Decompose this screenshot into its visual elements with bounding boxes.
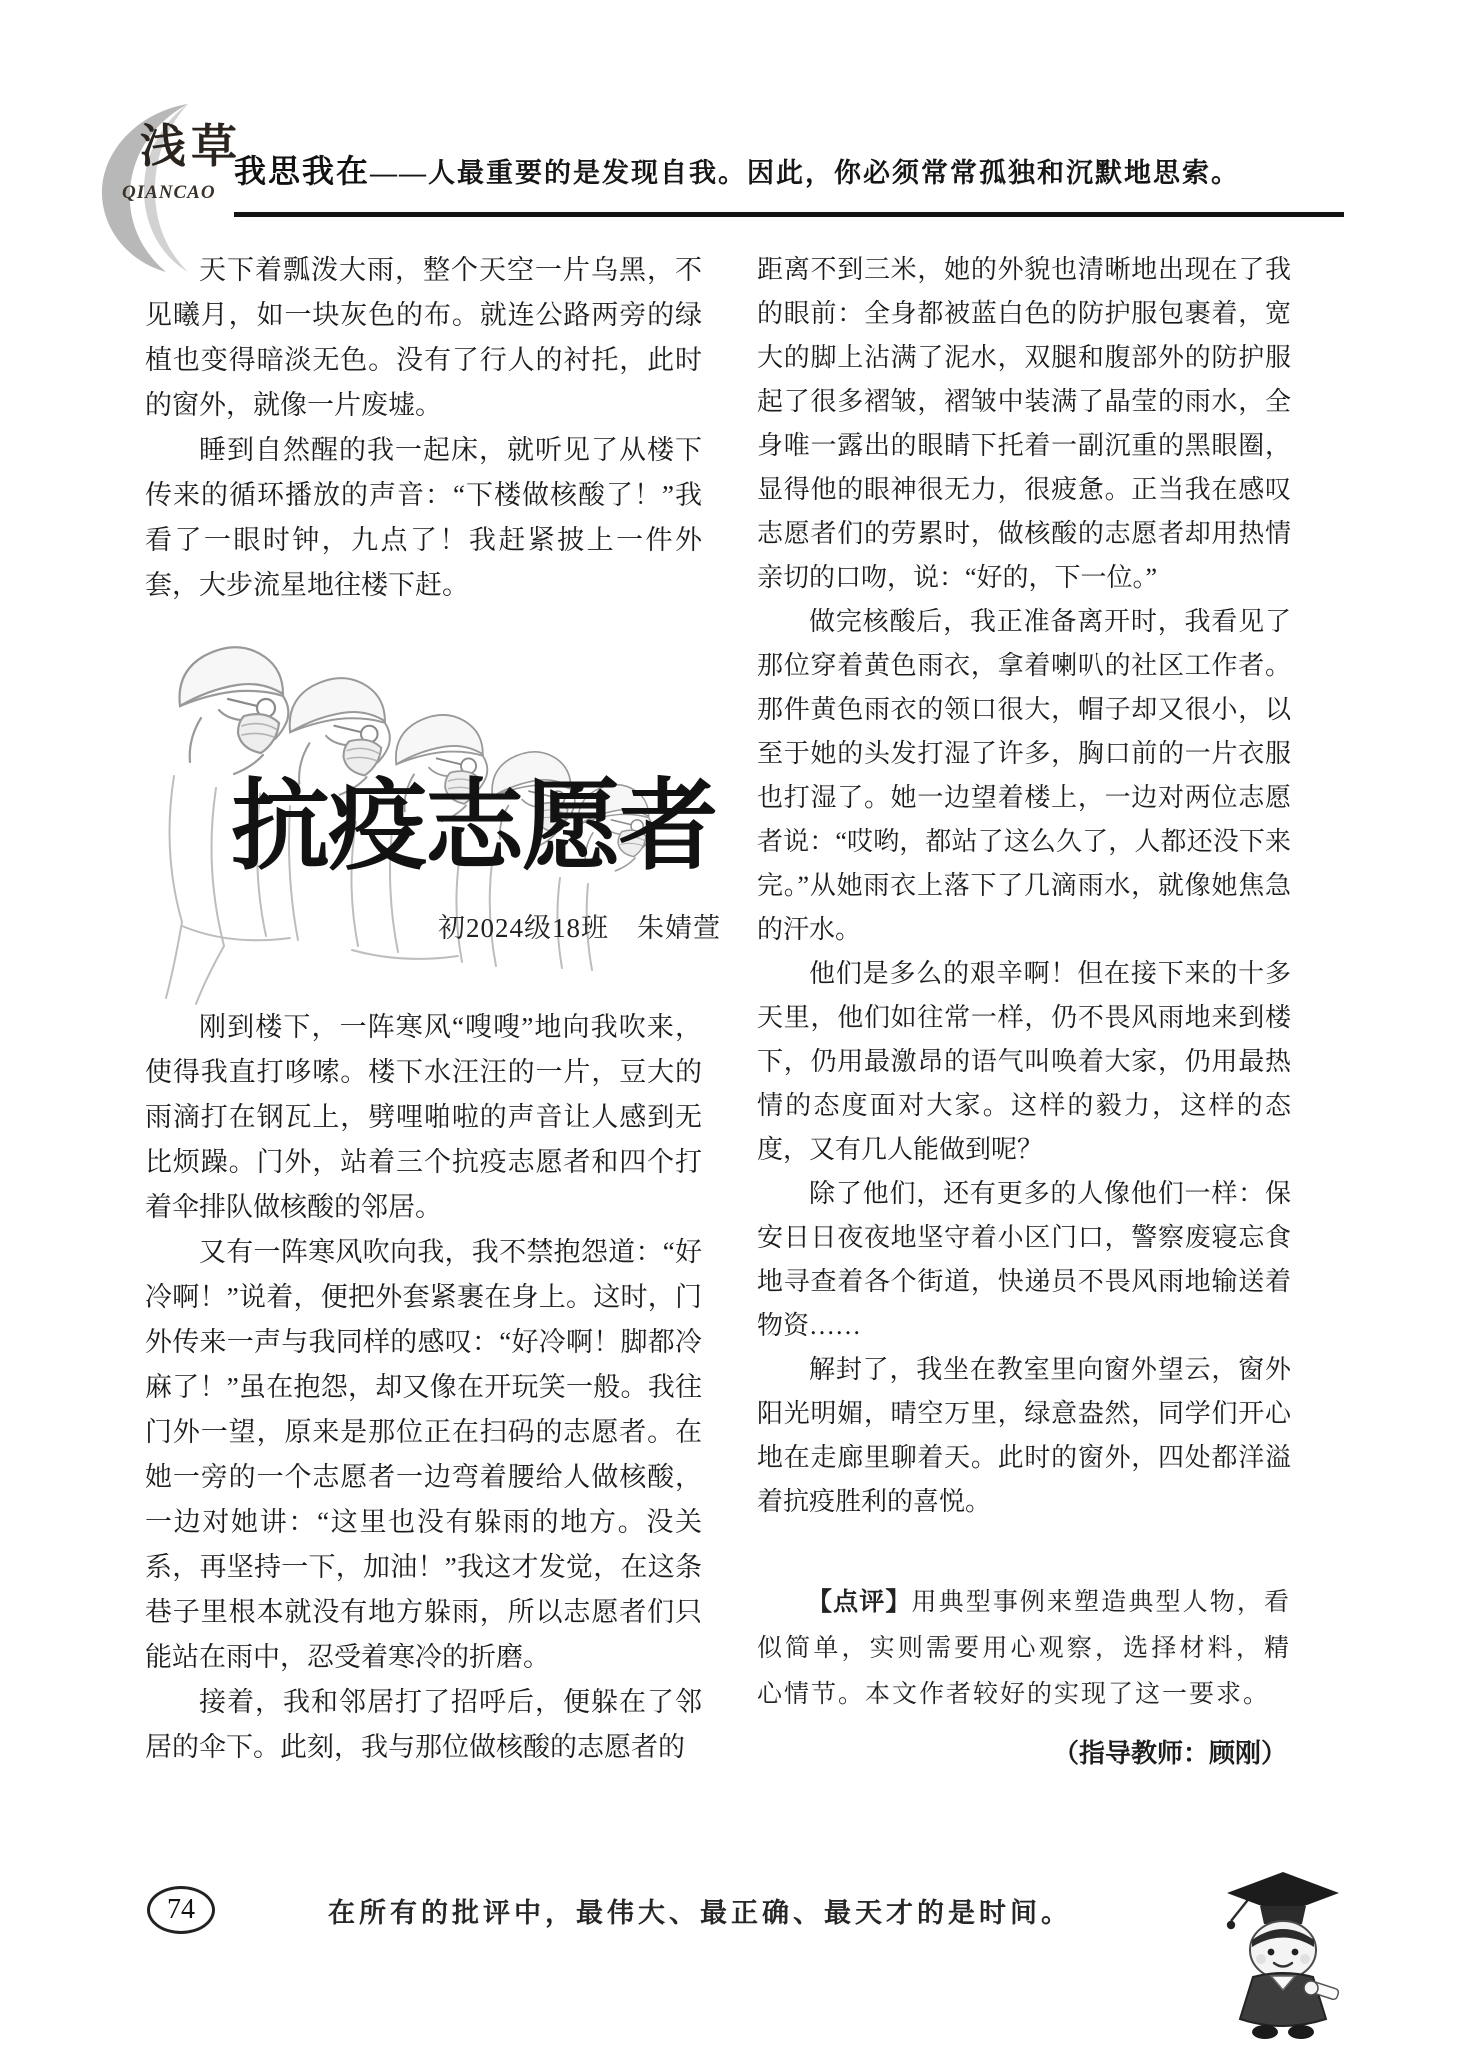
article-byline xyxy=(205,906,721,945)
paragraph: 做完核酸后，我正准备离开时，我看见了那位穿着黄色雨衣，拿着喇叭的社区工作者。那件黄色雨衣的领口很大，帽子却又很小，以至于她的头发打湿了许多，胸口前的一片衣服也打湿了。她一边望着楼上，一边对两位志愿者说：“哎哟，都站了这么久了，人都还没下来完。”从她雨衣上落下了几滴雨水，就像她焦急的汗水。 xyxy=(757,607,1291,944)
paragraph: 解封了，我坐在教室里向窗外望云，窗外阳光明媚，晴空万里，绿意盎然，同学们开心地在走廊里聊着天。此时的窗外，四处都洋溢着抗疫胜利的喜悦。 xyxy=(757,1355,1291,1516)
page-number-badge: 74 xyxy=(147,1886,215,1934)
paragraph: 天下着瓢泼大雨，整个天空一片乌黑，不见曦月，如一块灰色的布。就连公路两旁的绿植也变得暗淡无色。没有了行人的衬托，此时的窗外，就像一片废墟。 xyxy=(145,255,702,420)
logo-cn-text: 浅草 xyxy=(140,120,242,172)
comment-block xyxy=(757,1580,1291,1776)
paragraph: 刚到楼下，一阵寒风“嗖嗖”地向我吹来，使得我直打哆嗦。楼下水汪汪的一片，豆大的雨滴打在钢瓦上，劈哩啪啦的声音让人感到无比烦躁。门外，站着三个抗疫志愿者和四个打着伞排队做核酸的邻居。 xyxy=(145,1012,702,1222)
article-title: 抗疫志愿者 xyxy=(231,770,716,881)
paragraph: 接着，我和邻居打了招呼后，便躲在了邻居的伞下。此刻，我与那位做核酸的志愿者的 xyxy=(145,1687,702,1762)
footer-motto: 在所有的批评中，最伟大、最正确、最天才的是时间。 xyxy=(328,1898,1072,1928)
paragraph: 距离不到三米，她的外貌也清晰地出现在了我的眼前：全身都被蓝白色的防护服包裹着，宽大的脚上沾满了泥水，双腿和腹部外的防护服起了很多褶皱，褶皱中装满了晶莹的雨水，全身唯一露出的眼睛下托着一副沉重的黑眼圈，显得他的眼神很无力，很疲惫。正当我在感叹志愿者们的劳累时，做核酸的志愿者却用热情亲切的口吻，说：“好的，下一位。” xyxy=(757,255,1291,592)
graduate-mascot-icon xyxy=(1205,1866,1357,2044)
slogan-rest: ——人最重要的是发现自我。因此，你必须常常孤独和沉默地思索。 xyxy=(370,158,1241,188)
paragraph: 除了他们，还有更多的人像他们一样：保安日日夜夜地坚守着小区门口，警察废寝忘食地寻查着各个街道，快递员不畏风雨地输送着物资…… xyxy=(757,1179,1291,1340)
header-slogan xyxy=(234,146,1374,192)
paragraph: 睡到自然醒的我一起床，就听见了从楼下传来的循环播放的声音：“下楼做核酸了！”我看了一眼时钟，九点了！我赶紧披上一件外套，大步流星地往楼下赶。 xyxy=(145,435,702,600)
paragraph: 又有一阵寒风吹向我，我不禁抱怨道：“好冷啊！”说着，便把外套紧裹在身上。这时，门外传来一声与我同样的感叹：“好冷啊！脚都冷麻了！”虽在抱怨，却又像在开玩笑一般。我往门外一望，原来是那位正在扫码的志愿者。在她一旁的一个志愿者一边弯着腰给人做核酸，一边对她讲：“这里也没有躲雨的地方。没关系，再坚持一下，加油！”我这才发觉，在这条巷子里根本就没有地方躲雨，所以志愿者们只能站在雨中，忍受着寒冷的折磨。 xyxy=(145,1237,702,1672)
comment-label: 【点评】 xyxy=(807,1589,912,1616)
title-block xyxy=(145,608,721,1005)
comment-text: 用典型事例来塑造典型人物，看似简单，实则需要用心观察，选择材料，精心情节。本文作者较好的实现了这一要求。 xyxy=(757,1589,1291,1708)
left-column xyxy=(145,248,721,1770)
header-rule xyxy=(234,212,1344,217)
right-column xyxy=(757,248,1291,1776)
paragraph: 他们是多么的艰辛啊！但在接下来的十多天里，他们如往常一样，仍不畏风雨地来到楼下，仍用最激昂的语气叫唤着大家，仍用最热情的态度面对大家。这样的毅力，这样的态度，又有几人能做到呢？ xyxy=(757,959,1291,1164)
byline-author: 朱婧萱 xyxy=(637,913,721,943)
slogan-lead: 我思我在 xyxy=(234,153,371,189)
teacher-credit: （指导教师：顾刚） xyxy=(1052,1738,1287,1768)
byline-class: 初2024级18班 xyxy=(438,913,609,943)
logo-en-text: QIANCAO xyxy=(122,182,216,203)
